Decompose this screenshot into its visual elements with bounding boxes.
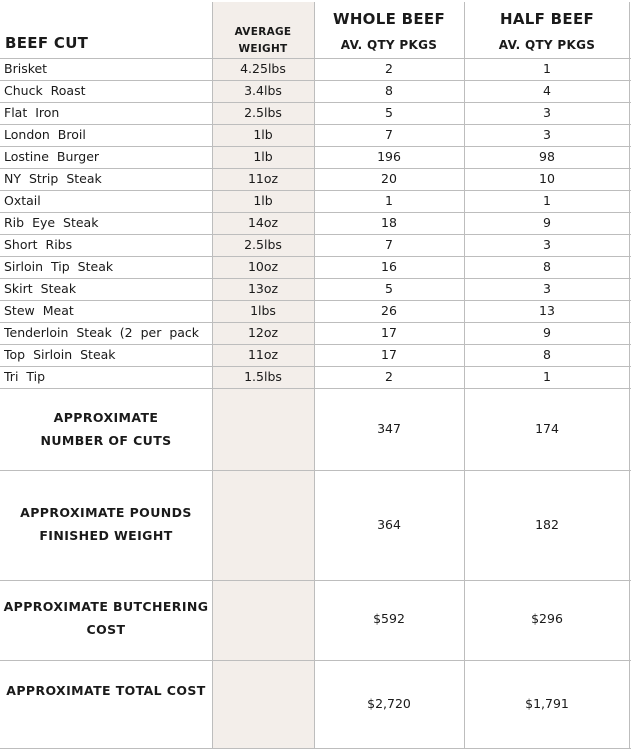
summary-half-value: $296 [531, 611, 563, 626]
cut-half-qty: 4 [543, 83, 551, 98]
table-row [0, 344, 631, 366]
cut-whole-qty: 7 [385, 237, 393, 252]
cut-half-qty: 13 [539, 303, 555, 318]
grid-line [0, 58, 631, 59]
table-row [0, 366, 631, 388]
cut-whole-qty: 1 [385, 193, 393, 208]
cut-half-qty: 1 [543, 369, 551, 384]
cut-half-qty: 9 [543, 215, 551, 230]
table-row [0, 300, 631, 322]
cut-name: Rib Eye Steak [4, 215, 99, 230]
header-average-line2: WEIGHT [238, 43, 288, 55]
grid-line [0, 234, 631, 235]
cut-weight: 1.5lbs [244, 369, 282, 384]
cut-whole-qty: 17 [381, 325, 397, 340]
grid-line [0, 388, 631, 389]
header-whole-sub: AV. QTY PKGS [340, 38, 438, 52]
grid-line [0, 146, 631, 147]
grid-line [0, 256, 631, 257]
grid-line [314, 2, 315, 748]
grid-line [0, 660, 631, 661]
cut-name: Lostine Burger [4, 149, 100, 164]
cut-name: Chuck Roast [4, 83, 86, 98]
summary-label-line1: APPROXIMATE POUNDS [20, 505, 192, 520]
summary-half-value: 182 [535, 517, 559, 532]
cut-half-qty: 9 [543, 325, 551, 340]
cut-name: Oxtail [4, 193, 41, 208]
cut-half-qty: 1 [543, 61, 551, 76]
grid-line [0, 366, 631, 367]
summary-label-line2: COST [86, 622, 126, 637]
cut-weight: 2.5lbs [244, 105, 282, 120]
summary-label [0, 595, 212, 641]
cut-half-qty: 98 [539, 149, 555, 164]
cut-whole-qty: 8 [385, 83, 393, 98]
cut-half-qty: 3 [543, 127, 551, 142]
cut-whole-qty: 196 [377, 149, 401, 164]
header-half-beef: HALF BEEF [499, 10, 595, 28]
grid-line [0, 124, 631, 125]
cut-weight: 2.5lbs [244, 237, 282, 252]
summary-whole-value: $2,720 [367, 696, 411, 711]
cut-whole-qty: 5 [385, 281, 393, 296]
table-row [0, 190, 631, 212]
summary-butchering-cost [0, 580, 631, 660]
cut-weight: 1lb [253, 193, 273, 208]
cut-name: Top Sirloin Steak [4, 347, 116, 362]
table-row [0, 80, 631, 102]
summary-whole-value: 364 [377, 517, 401, 532]
cut-whole-qty: 17 [381, 347, 397, 362]
summary-label-line1: APPROXIMATE [53, 410, 159, 425]
table-row [0, 58, 631, 80]
cut-weight: 1lb [253, 127, 273, 142]
grid-line [0, 322, 631, 323]
grid-line [0, 190, 631, 191]
summary-label [0, 679, 212, 702]
table-row [0, 234, 631, 256]
grid-line [0, 80, 631, 81]
table-row [0, 168, 631, 190]
cut-whole-qty: 5 [385, 105, 393, 120]
header-beef-cut: BEEF CUT [5, 34, 89, 52]
cut-half-qty: 8 [543, 259, 551, 274]
cut-half-qty: 3 [543, 237, 551, 252]
table-row [0, 146, 631, 168]
cut-name: Tri Tip [4, 369, 46, 384]
summary-label-line1: APPROXIMATE BUTCHERING [3, 599, 209, 614]
summary-whole-value: 347 [377, 421, 401, 436]
table-row [0, 256, 631, 278]
summary-pounds-finished [0, 470, 631, 580]
cut-half-qty: 8 [543, 347, 551, 362]
cut-weight: 3.4lbs [244, 83, 282, 98]
summary-label-line2: NUMBER OF CUTS [40, 433, 172, 448]
grid-line [0, 344, 631, 345]
table-row [0, 322, 631, 344]
table-row [0, 212, 631, 234]
cut-weight: 12oz [247, 325, 279, 340]
summary-label [0, 406, 212, 452]
cut-weight: 11oz [247, 347, 279, 362]
summary-total-cost [0, 660, 631, 748]
cut-name: Tenderloin Steak (2 per pack [4, 325, 200, 340]
cut-weight: 1lb [253, 149, 273, 164]
header-half-sub: AV. QTY PKGS [498, 38, 596, 52]
cut-name: Sirloin Tip Steak [4, 259, 114, 274]
cut-whole-qty: 7 [385, 127, 393, 142]
table-row [0, 124, 631, 146]
cut-half-qty: 3 [543, 281, 551, 296]
cut-whole-qty: 2 [385, 61, 393, 76]
grid-line [212, 2, 213, 748]
cut-name: Stew Meat [4, 303, 74, 318]
grid-line [0, 300, 631, 301]
cut-weight: 11oz [247, 171, 279, 186]
grid-line [0, 748, 631, 749]
cut-name: Skirt Steak [4, 281, 77, 296]
cut-name: NY Strip Steak [4, 171, 102, 186]
summary-whole-value: $592 [373, 611, 405, 626]
cut-whole-qty: 26 [381, 303, 397, 318]
cut-whole-qty: 20 [381, 171, 397, 186]
cut-half-qty: 10 [539, 171, 555, 186]
header-whole-beef: WHOLE BEEF [332, 10, 446, 28]
cut-weight: 14oz [247, 215, 279, 230]
summary-label [0, 501, 212, 547]
cut-whole-qty: 2 [385, 369, 393, 384]
cut-whole-qty: 18 [381, 215, 397, 230]
cut-weight: 1lbs [250, 303, 276, 318]
grid-line [0, 212, 631, 213]
cut-name: Short Ribs [4, 237, 73, 252]
table-row [0, 278, 631, 300]
grid-line [0, 168, 631, 169]
grid-line [0, 278, 631, 279]
cut-name: Flat Iron [4, 105, 60, 120]
grid-line [464, 2, 465, 748]
header-average-line1: AVERAGE [234, 26, 292, 38]
grid-line [0, 102, 631, 103]
grid-line [0, 470, 631, 471]
cut-name: Brisket [4, 61, 48, 76]
header-average-weight [212, 24, 314, 58]
summary-half-value: $1,791 [525, 696, 569, 711]
cut-name: London Broil [4, 127, 86, 142]
summary-label-line2: FINISHED WEIGHT [39, 528, 173, 543]
grid-line [629, 2, 630, 748]
cut-half-qty: 1 [543, 193, 551, 208]
summary-number-of-cuts [0, 388, 631, 470]
cut-half-qty: 3 [543, 105, 551, 120]
table-row [0, 102, 631, 124]
cut-weight: 10oz [247, 259, 279, 274]
summary-label-line1: APPROXIMATE TOTAL COST [6, 683, 206, 698]
cut-whole-qty: 16 [381, 259, 397, 274]
summary-half-value: 174 [535, 421, 559, 436]
cut-weight: 13oz [247, 281, 279, 296]
cut-weight: 4.25lbs [240, 61, 286, 76]
grid-line [0, 580, 631, 581]
